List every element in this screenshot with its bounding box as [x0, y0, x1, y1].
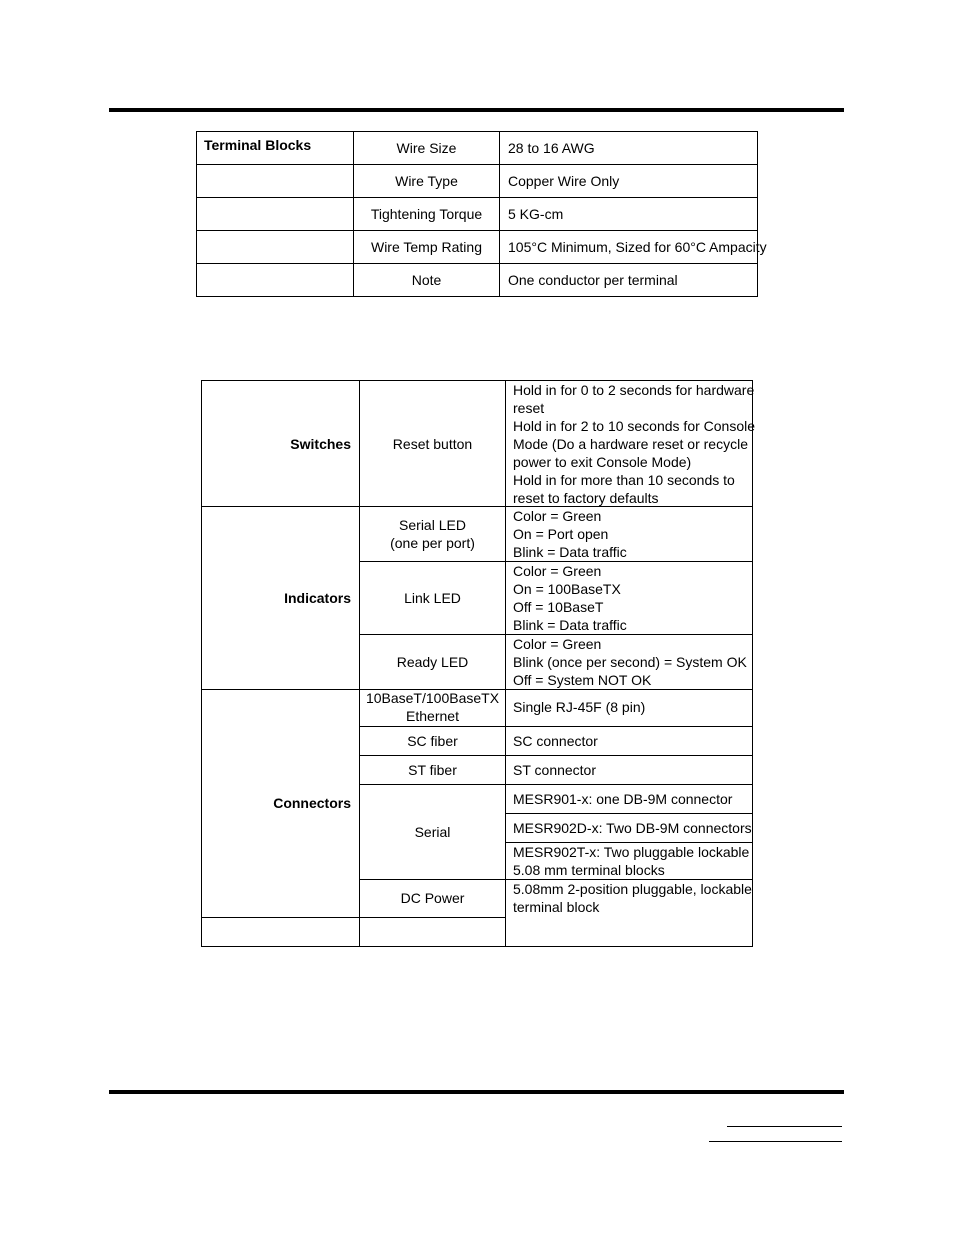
serial-connector-value: 5.08 mm terminal blocks [513, 862, 665, 878]
terminal-blocks-table [196, 131, 767, 297]
value-line: Color = Green [513, 563, 602, 579]
connectors-label: Connectors [273, 795, 351, 811]
value-line: Color = Green [513, 508, 602, 524]
link-led-label: Link LED [404, 590, 461, 606]
value-line: Color = Green [513, 636, 602, 652]
terminal-param: Wire Temp Rating [370, 239, 482, 255]
value-line: Off = 10BaseT [513, 599, 604, 615]
dc-power-value: 5.08mm 2-position pluggable, lockable [513, 881, 752, 897]
footer-link-underline [727, 1126, 842, 1127]
terminal-value: 28 to 16 AWG [508, 140, 595, 156]
terminal-param: Wire Size [396, 140, 457, 156]
footer-link-underline [709, 1141, 842, 1142]
serial-connector-value: MESR902T-x: Two pluggable lockable [513, 844, 750, 860]
value-line: power to exit Console Mode) [513, 454, 692, 470]
value-line: Hold in for more than 10 seconds to [513, 472, 735, 488]
terminal-value: 5 KG-cm [508, 206, 564, 222]
value-line: Blink (once per second) = System OK [513, 654, 747, 670]
terminal-param: Tightening Torque [370, 206, 483, 222]
sc-fiber-value: SC connector [513, 733, 598, 749]
terminal-param: Note [411, 272, 442, 288]
value-line: Off = System NOT OK [513, 672, 652, 688]
terminal-value: 105°C Minimum, Sized for 60°C Ampacity [508, 239, 767, 255]
st-fiber-value: ST connector [513, 762, 597, 778]
serial-connector-value: MESR902D-x: Two DB-9M connectors [513, 820, 752, 836]
footer-rule [109, 1090, 844, 1094]
ethernet-label: 10BaseT/100BaseTX [365, 690, 500, 706]
st-fiber-label: ST fiber [408, 762, 457, 778]
ready-led-label: Ready LED [396, 654, 469, 670]
specifications-table [201, 380, 756, 947]
dc-power-value: terminal block [513, 899, 600, 915]
ethernet-sublabel: Ethernet [406, 708, 459, 724]
ready-led-description [513, 635, 747, 689]
serial-led-description [513, 507, 627, 561]
value-line: Hold in for 2 to 10 seconds for Console [513, 418, 756, 434]
indicators-label: Indicators [284, 590, 351, 606]
value-line: Blink = Data traffic [513, 544, 627, 560]
terminal-value: Copper Wire Only [508, 173, 620, 189]
serial-connector-label: Serial [414, 824, 451, 840]
value-line: Hold in for 0 to 2 seconds for hardware [513, 382, 755, 398]
value-line: reset to factory defaults [513, 490, 659, 506]
reset-button-label: Reset button [392, 436, 473, 452]
value-line: Mode (Do a hardware reset or recycle [513, 436, 748, 452]
terminal-value: One conductor per terminal [508, 272, 678, 288]
dc-power-label: DC Power [400, 890, 465, 906]
reset-button-description [513, 381, 755, 507]
terminal-blocks-label: Terminal Blocks [204, 137, 312, 153]
sc-fiber-label: SC fiber [407, 733, 458, 749]
link-led-description [513, 562, 627, 634]
ethernet-value: Single RJ-45F (8 pin) [513, 699, 646, 715]
value-line: reset [513, 400, 545, 416]
value-line: Blink = Data traffic [513, 617, 627, 633]
terminal-param: Wire Type [395, 173, 458, 189]
serial-led-label: Serial LED [399, 517, 466, 533]
header-rule [109, 108, 844, 112]
value-line: On = 100BaseTX [513, 581, 621, 597]
serial-connector-value: MESR901-x: one DB-9M connector [513, 791, 733, 807]
serial-led-sublabel: (one per port) [390, 535, 475, 551]
value-line: On = Port open [513, 526, 609, 542]
switches-label: Switches [290, 436, 351, 452]
